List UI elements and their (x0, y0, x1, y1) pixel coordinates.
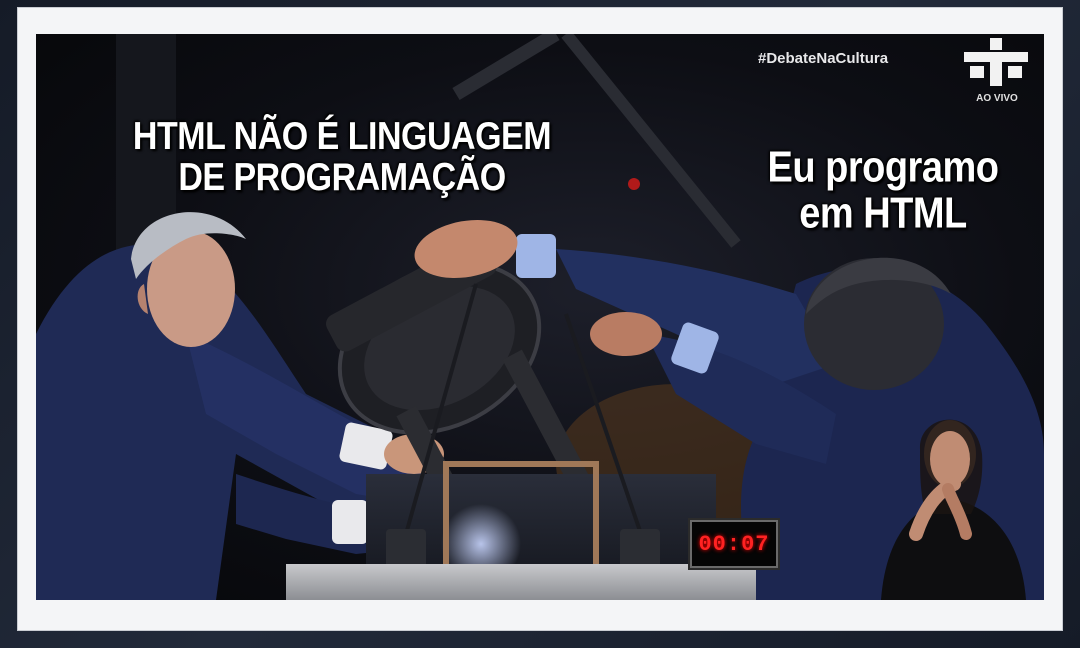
background-pole (456, 34, 556, 94)
caption-right: Eu programo em HTML (767, 143, 999, 238)
right-man-hand (590, 312, 662, 356)
debate-photo (36, 34, 1044, 600)
mic-base (620, 529, 660, 569)
meme-card (18, 8, 1062, 630)
red-stage-light (628, 178, 640, 190)
background-pole (566, 34, 736, 244)
desk-surface (286, 564, 756, 600)
timer-value: 00:07 (698, 531, 770, 557)
caption-left: HTML NÃO É LINGUAGEM DE PROGRAMAÇÃO (132, 114, 552, 200)
mic-base (386, 529, 426, 569)
live-label: AO VIVO (976, 93, 1018, 104)
right-man-cuff (516, 234, 556, 278)
left-man-cuff (332, 500, 368, 544)
tv-cultura-logo-icon (964, 38, 1028, 86)
broadcast-hashtag: #DebateNaCultura (758, 50, 889, 67)
debate-timer (688, 518, 780, 570)
